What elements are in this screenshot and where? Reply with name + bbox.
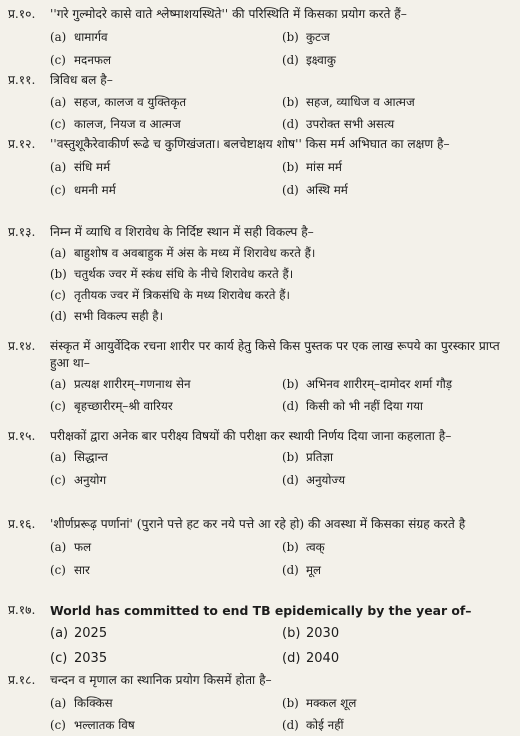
option-c: (c) मदनफल — [50, 53, 111, 67]
question-17 — [8, 602, 514, 667]
question-number: प्र.१०. — [8, 7, 36, 21]
option-d: (d) अनुयोज्य — [282, 473, 346, 487]
question-10 — [8, 6, 514, 69]
option-a: (a) 2025 — [50, 626, 108, 641]
question-text: चन्दन व मृणाल का स्थानिक प्रयोग किसमें होता है– — [50, 673, 272, 687]
question-11 — [8, 72, 514, 133]
question-number: प्र.१२. — [8, 137, 36, 151]
question-14 — [8, 338, 514, 415]
option-b: (b) कुटज — [282, 30, 330, 44]
question-number: प्र.१४. — [8, 339, 36, 353]
option-a: (a) संधि मर्म — [50, 160, 111, 174]
option-b: (b) अभिनव शारीरम्–दामोदर शर्मा गौड़ — [282, 377, 453, 391]
question-text: World has committed to end TB epidemically by the year of– — [50, 603, 472, 618]
option-a: (a) सहज, कालज व युक्तिकृत — [50, 95, 187, 109]
option-d: (d) अस्थि मर्म — [282, 183, 348, 197]
option-b: (b) चतुर्थक ज्वर में स्कंध संधि के नीचे शिरावेध करते हैं। — [50, 267, 294, 281]
question-number: प्र.१७. — [8, 603, 36, 617]
question-text: संस्कृत में आयुर्वेदिक रचना शारीर पर कार्य हेतु किसे किस पुस्तक पर एक लाख रूपये का पुरस्कार प्राप्त हुआ था– — [50, 339, 500, 370]
option-b: (b) मांस मर्म — [282, 160, 342, 174]
question-number: प्र.१६. — [8, 517, 36, 531]
option-d: (d) इक्ष्वाकु — [282, 53, 336, 67]
option-c: (c) अनुयोग — [50, 473, 107, 487]
option-d: (d) मूल — [282, 563, 322, 577]
question-text: 'शीर्णप्ररूढ़ पर्णानां' (पुराने पत्ते हट कर नये पत्ते आ रहे हो) की अवस्था में किसका संग्रह करते है — [50, 517, 466, 531]
question-text: निम्न में व्याधि व शिरावेध के निर्दिष्ट स्थान में सही विकल्प है– — [50, 225, 314, 239]
option-c: (c) 2035 — [50, 651, 108, 666]
option-c: (c) तृतीयक ज्वर में त्रिकसंधि के मध्य शिरावेध करते हैं। — [50, 288, 291, 302]
option-b: (b) 2030 — [282, 626, 340, 641]
option-d: (d) उपरोक्त सभी असत्य — [282, 117, 395, 131]
option-a: (a) धामार्गव — [50, 30, 108, 44]
question-number: प्र.१३. — [8, 225, 36, 239]
option-d: (d) 2040 — [282, 651, 340, 666]
option-a: (a) बाहुशोष व अवबाहुक में अंस के मध्य में शिरावेध करते हैं। — [50, 246, 316, 260]
question-15 — [8, 428, 514, 489]
question-18 — [8, 672, 514, 734]
option-a: (a) प्रत्यक्ष शारीरम्–गणनाथ सेन — [50, 377, 191, 391]
question-16 — [8, 516, 514, 579]
option-b: (b) प्रतिज्ञा — [282, 450, 334, 464]
question-number: प्र.१८. — [8, 673, 36, 687]
option-b: (b) मक्कल शूल — [282, 696, 357, 710]
option-a: (a) सिद्धान्त — [50, 450, 108, 464]
question-text: परीक्षकों द्वारा अनेक बार परीक्ष्य विषयों की परीक्षा कर स्थायी निर्णय दिया जाना कहलाता है– — [50, 429, 452, 443]
option-b: (b) त्वक् — [282, 540, 325, 554]
option-d: (d) कोई नहीं — [282, 718, 344, 732]
option-c: (c) सार — [50, 563, 90, 577]
option-c: (c) भल्लातक विष — [50, 718, 135, 732]
question-number: प्र.११. — [8, 73, 36, 87]
question-text: ''वस्तुशूकैरेवाकीर्ण रूढे च कुणिखंजता। बलचेष्टाक्षय शोष'' किस मर्म अभिघात का लक्षण है– — [50, 137, 450, 151]
option-a: (a) फल — [50, 540, 92, 554]
question-text: त्रिविध बल है– — [50, 73, 113, 87]
question-number: प्र.१५. — [8, 429, 36, 443]
option-c: (c) धमनी मर्म — [50, 183, 116, 197]
question-12 — [8, 136, 514, 199]
option-d: (d) सभी विकल्प सही है। — [50, 309, 164, 323]
option-c: (c) कालज, नियज व आत्मज — [50, 117, 181, 131]
question-13 — [8, 224, 514, 325]
option-d: (d) किसी को भी नहीं दिया गया — [282, 399, 423, 413]
option-c: (c) बृहच्छारीरम्–श्री वारियर — [50, 399, 173, 413]
option-b: (b) सहज, व्याधिज व आत्मज — [282, 95, 415, 109]
option-a: (a) किक्किस — [50, 696, 113, 710]
question-text: ''गरे गुल्मोदरे कासे वाते श्लेष्माशयस्थिते'' की परिस्थिति में किसका प्रयोग करते हैं– — [50, 7, 407, 21]
